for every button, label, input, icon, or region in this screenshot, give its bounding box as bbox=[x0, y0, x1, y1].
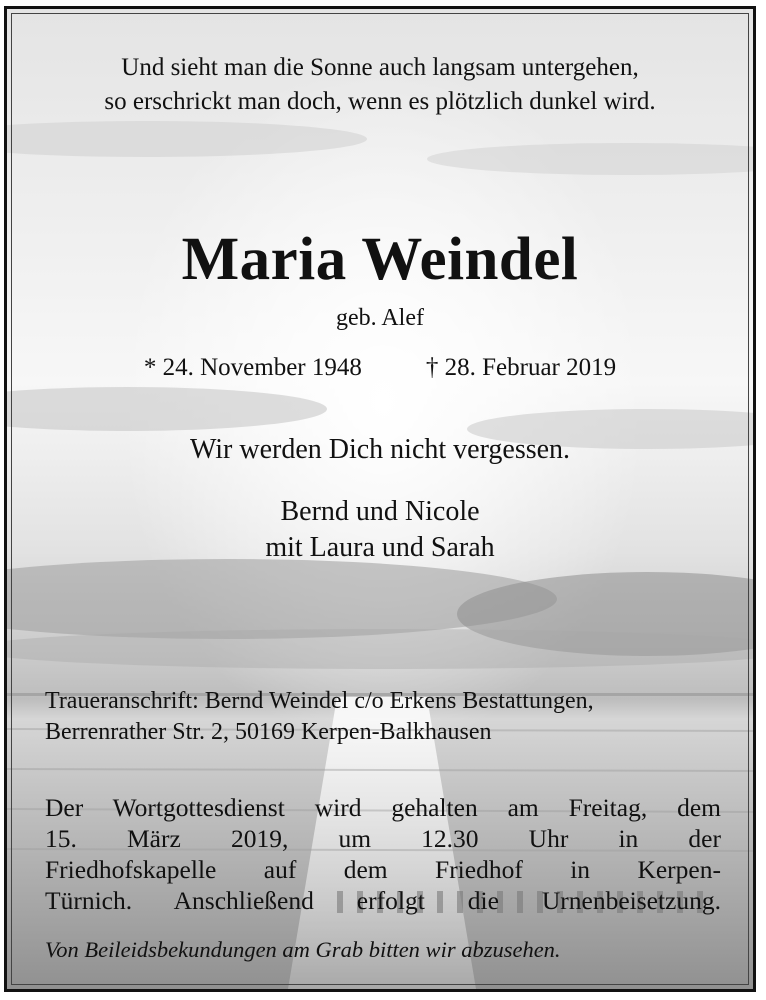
service-line-1: Der Wortgottesdienst wird gehalten am Freitag, dem bbox=[45, 793, 721, 822]
quote-line-1: Und sieht man die Sonne auch langsam untergehen, bbox=[121, 54, 639, 81]
mourning-address bbox=[45, 686, 725, 748]
address-line-2: Berrenrather Str. 2, 50169 Kerpen-Balkhausen bbox=[45, 719, 492, 745]
death-date: † 28. Februar 2019 bbox=[425, 354, 617, 381]
obituary-content bbox=[7, 9, 753, 989]
quote-line-2: so erschrickt man doch, wenn es plötzlich dunkel wird. bbox=[104, 88, 656, 115]
born-name: geb. Alef bbox=[336, 305, 424, 331]
remembrance-motto: Wir werden Dich nicht vergessen. bbox=[189, 434, 571, 465]
birth-date: * 24. November 1948 bbox=[143, 354, 362, 381]
life-dates bbox=[7, 352, 753, 384]
opening-quote bbox=[7, 51, 753, 119]
service-announcement bbox=[45, 792, 721, 916]
service-line-3: Friedhofskapelle auf dem Friedhof in Kerpen- bbox=[45, 855, 721, 884]
mourners-line-1: Bernd und Nicole bbox=[280, 496, 480, 527]
obituary-frame bbox=[4, 6, 756, 992]
mourners bbox=[7, 494, 753, 566]
mourners-line-2: mit Laura und Sarah bbox=[265, 532, 495, 563]
service-line-4: Türnich. Anschließend erfolgt die Urnenbeisetzung. bbox=[45, 886, 721, 915]
service-line-2: 15. März 2019, um 12.30 Uhr in der bbox=[45, 824, 721, 853]
deceased-name: Maria Weindel bbox=[181, 226, 579, 293]
address-line-1: Traueranschrift: Bernd Weindel c/o Erkens Bestattungen, bbox=[45, 688, 594, 714]
condolence-note: Von Beileidsbekundungen am Grab bitten wir abzusehen. bbox=[45, 937, 561, 962]
